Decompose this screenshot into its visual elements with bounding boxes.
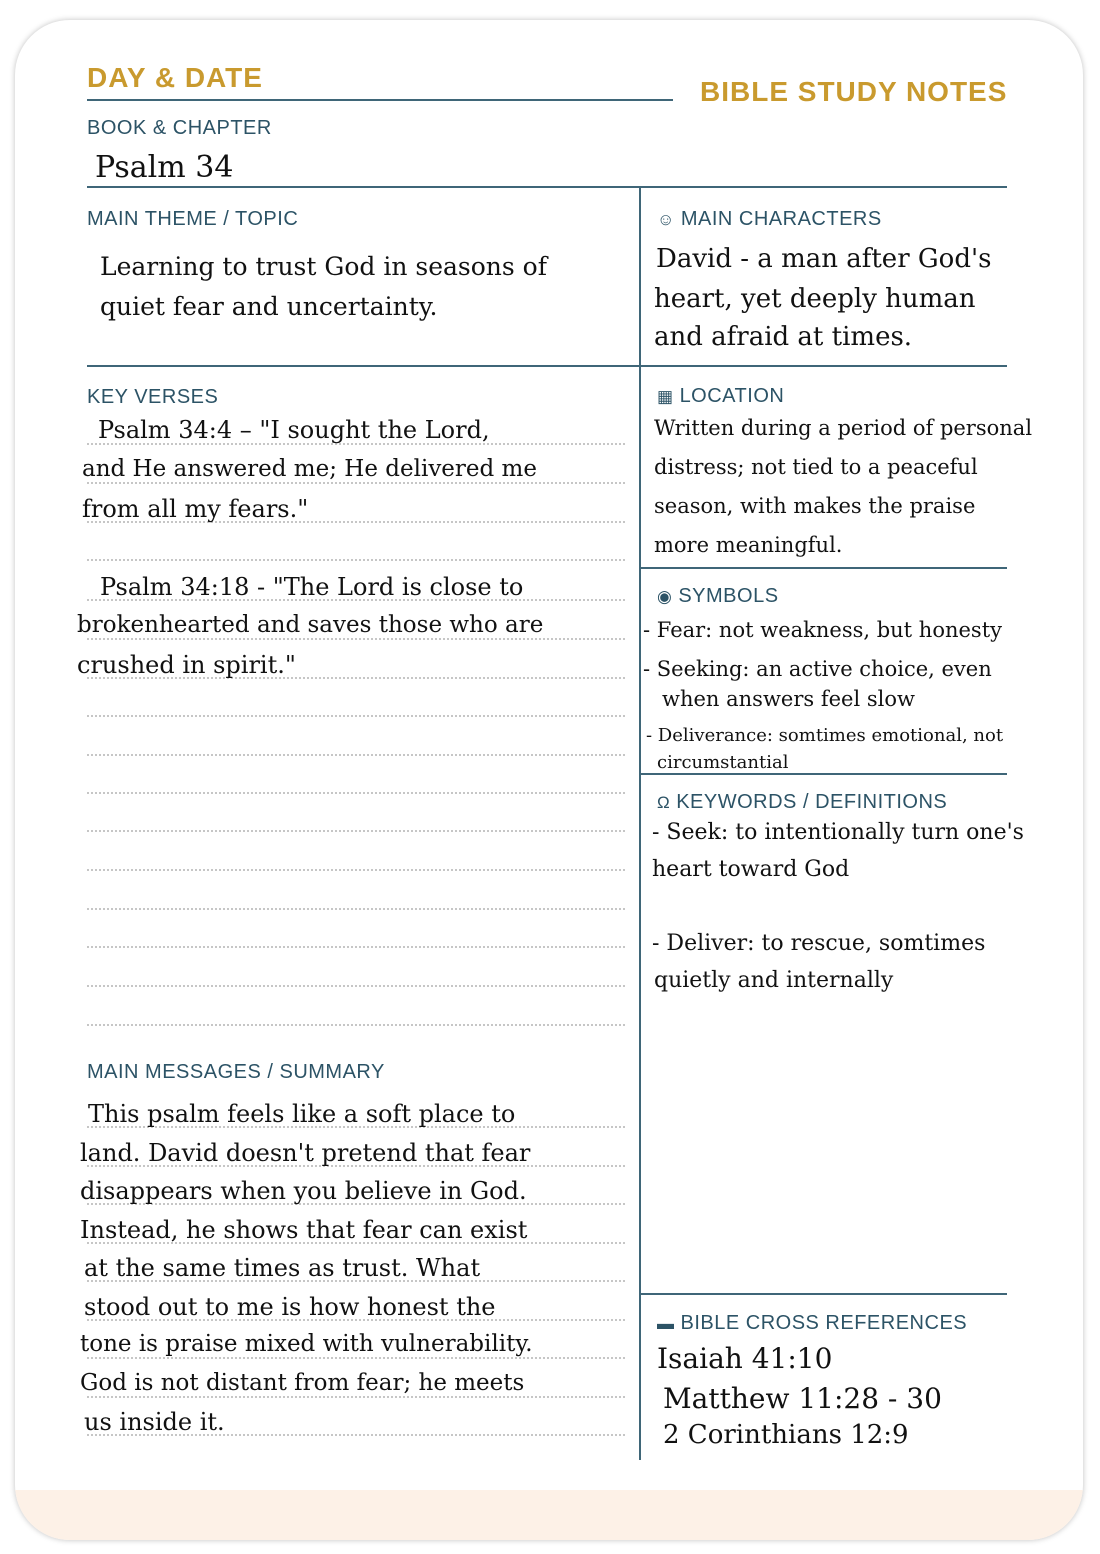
key-verse-line[interactable]: crushed in spirit." <box>77 651 296 679</box>
cross-references-label: BIBLE CROSS REFERENCES <box>680 1312 968 1334</box>
cross-references-heading <box>657 1312 967 1335</box>
location-line[interactable]: Written during a period of personal <box>654 416 1033 440</box>
characters-line[interactable]: heart, yet deeply human <box>654 284 976 314</box>
summary-line[interactable]: at the same times as trust. What <box>84 1254 481 1282</box>
theme-line[interactable]: quiet fear and uncertainty. <box>100 292 438 321</box>
summary-line[interactable]: This psalm feels like a soft place to <box>88 1100 516 1128</box>
ruled-line <box>87 715 625 717</box>
characters-line[interactable]: and afraid at times. <box>654 322 913 352</box>
page-title: BIBLE STUDY NOTES <box>700 76 1008 107</box>
symbols-heading <box>657 585 779 608</box>
ruled-line <box>87 869 625 871</box>
theme-line[interactable]: Learning to trust God in seasons of <box>100 252 547 281</box>
building-icon: ▦ <box>657 387 674 406</box>
day-date-line[interactable] <box>87 99 673 101</box>
keywords-label: KEYWORDS / DEFINITIONS <box>676 791 948 813</box>
key-verse-line[interactable]: Psalm 34:18 - "The Lord is close to <box>100 573 524 601</box>
book-chapter-value[interactable]: Psalm 34 <box>95 150 234 185</box>
location-label: LOCATION <box>679 385 785 407</box>
person-icon: ☺ <box>657 210 675 229</box>
summary-line[interactable]: us inside it. <box>84 1408 225 1436</box>
bed-icon: ▬ <box>657 1314 675 1333</box>
location-line[interactable]: distress; not tied to a peaceful <box>654 455 978 479</box>
keywords-line[interactable]: - Seek: to intentionally turn one's <box>652 820 1024 845</box>
cross-reference-line[interactable]: Isaiah 41:10 <box>657 1342 833 1375</box>
ruled-line <box>87 559 625 561</box>
ruled-line <box>87 638 625 640</box>
omega-icon: Ω <box>657 793 671 812</box>
location-heading <box>657 385 784 408</box>
theme-divider <box>87 365 1007 367</box>
location-line[interactable]: more meaningful. <box>654 533 843 557</box>
book-chapter-line <box>87 186 1007 188</box>
location-divider <box>640 567 1007 569</box>
keywords-line[interactable]: - Deliver: to rescue, somtimes <box>652 931 986 956</box>
column-divider <box>639 187 641 1460</box>
key-verse-line[interactable]: from all my fears." <box>82 495 309 523</box>
pin-icon: ◉ <box>657 587 673 606</box>
summary-line[interactable]: disappears when you believe in God. <box>80 1177 527 1205</box>
ruled-line <box>87 792 625 794</box>
location-line[interactable]: season, with makes the praise <box>654 494 976 518</box>
key-verses-label: KEY VERSES <box>87 386 219 408</box>
symbols-line[interactable]: - Deliverance: somtimes emotional, not <box>646 725 1004 746</box>
ruled-line <box>87 1396 625 1398</box>
symbols-line[interactable]: when answers feel slow <box>662 687 915 711</box>
summary-line[interactable]: stood out to me is how honest the <box>84 1293 496 1321</box>
main-theme-label: MAIN THEME / TOPIC <box>87 208 299 230</box>
ruled-line <box>87 830 625 832</box>
key-verse-line[interactable]: brokenhearted and saves those who are <box>77 612 544 638</box>
key-verse-line[interactable]: and He answered me; He delivered me <box>82 456 537 482</box>
cross-reference-line[interactable]: 2 Corinthians 12:9 <box>663 1420 909 1450</box>
ruled-line <box>87 1024 625 1026</box>
summary-line[interactable]: land. David doesn't pretend that fear <box>80 1139 531 1167</box>
summary-label: MAIN MESSAGES / SUMMARY <box>87 1061 385 1083</box>
page-footer-band <box>15 1490 1083 1540</box>
characters-line[interactable]: David - a man after God's <box>656 244 992 274</box>
symbols-line[interactable]: - Fear: not weakness, but honesty <box>643 618 1002 642</box>
day-date-label: DAY & DATE <box>87 62 263 93</box>
book-chapter-label: BOOK & CHAPTER <box>87 117 272 139</box>
cross-reference-line[interactable]: Matthew 11:28 - 30 <box>663 1382 942 1415</box>
main-characters-label: MAIN CHARACTERS <box>680 208 882 230</box>
ruled-line <box>87 482 625 484</box>
summary-line[interactable]: tone is praise mixed with vulnerability. <box>80 1331 533 1357</box>
ruled-line <box>87 946 625 948</box>
symbols-divider <box>640 773 1007 775</box>
key-verse-line[interactable]: Psalm 34:4 – "I sought the Lord, <box>98 416 490 444</box>
symbols-line[interactable]: circumstantial <box>657 752 789 773</box>
keywords-divider <box>640 1293 1007 1295</box>
keywords-heading <box>657 791 947 814</box>
keywords-line[interactable]: quietly and internally <box>654 968 894 993</box>
ruled-line <box>87 754 625 756</box>
symbols-line[interactable]: - Seeking: an active choice, even <box>643 657 992 681</box>
ruled-line <box>87 1357 625 1359</box>
keywords-line[interactable]: heart toward God <box>652 857 850 882</box>
ruled-line <box>87 908 625 910</box>
summary-line[interactable]: God is not distant from fear; he meets <box>80 1370 525 1396</box>
ruled-line <box>87 985 625 987</box>
symbols-label: SYMBOLS <box>678 585 779 607</box>
summary-line[interactable]: Instead, he shows that fear can exist <box>80 1216 528 1244</box>
main-characters-heading <box>657 208 882 231</box>
